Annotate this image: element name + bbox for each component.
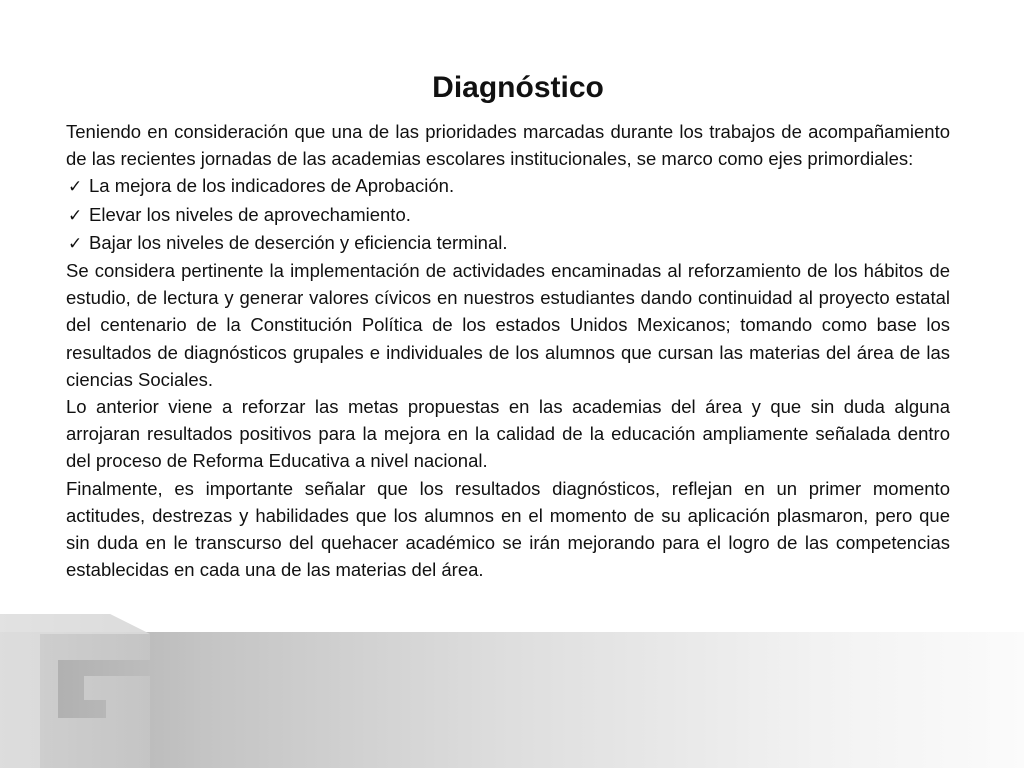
list-item-label: Elevar los niveles de aprovechamiento.: [89, 203, 411, 225]
checkmark-icon: ✓: [68, 177, 83, 197]
body-paragraph: Lo anterior viene a reforzar las metas propuestas en las academias del área y que sin duda alguna arrojaran resultados positivos para la mejora en la calidad de la educación ampliamente señalada dentro del proceso de Reforma Educativa a nivel nacional.: [66, 396, 950, 472]
list-item: [66, 229, 950, 257]
list-item: [66, 201, 950, 229]
body-paragraph: Finalmente, es importante señalar que los resultados diagnósticos, reflejan en un primer momento actitudes, destrezas y habilidades que los alumnos en el momento de su aplicación plasmaron, pero que sin duda en le transcurso del quehacer académico se irán mejorando para el logro de las competencias establecidas en cada una de las materias del área.: [66, 477, 950, 581]
list-item-label: Bajar los niveles de deserción y eficiencia terminal.: [89, 231, 508, 253]
checkmark-icon: ✓: [68, 205, 83, 225]
slide-title: Diagnóstico: [432, 71, 604, 104]
priority-list: [66, 172, 950, 257]
checkmark-icon: ✓: [68, 233, 83, 253]
body-paragraph: Se considera pertinente la implementación de actividades encaminadas al reforzamiento de los hábitos de estudio, de lectura y generar valores cívicos en nuestros estudiantes dando continuidad al proyecto estatal del centenario de la Constitución Política de los estados Unidos Mexicanos; tomando como base los resultados de diagnósticos grupales e individuales de los alumnos que cursan las materias del área de las ciencias Sociales.: [66, 260, 950, 390]
intro-paragraph: Teniendo en consideración que una de las prioridades marcadas durante los trabajos de acompañamiento de las recientes jornadas de las academias escolares institucionales, se marco como ejes primordiales:: [66, 121, 950, 170]
slide-body: [66, 118, 950, 583]
list-item: [66, 172, 950, 200]
g-logo-icon: [0, 604, 170, 768]
list-item-label: La mejora de los indicadores de Aprobación.: [89, 175, 455, 197]
